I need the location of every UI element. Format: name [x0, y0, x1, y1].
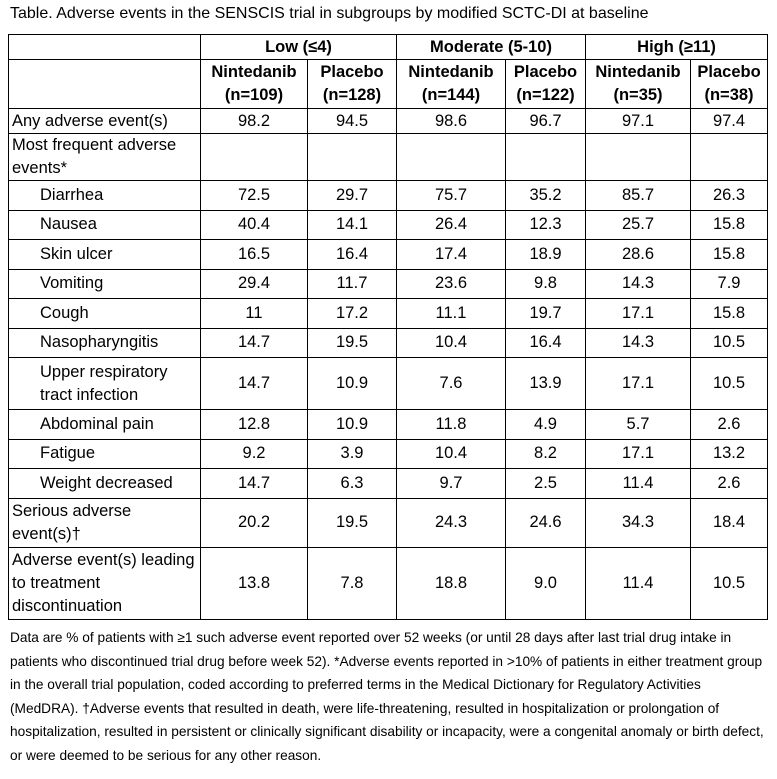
adverse-events-table: [8, 34, 768, 620]
value-cell: 85.7: [586, 181, 691, 211]
value-cell: 17.1: [586, 358, 691, 410]
value-cell: 24.6: [506, 498, 586, 547]
value-cell: 40.4: [201, 210, 308, 240]
table-row: [9, 269, 768, 299]
table-row: [9, 210, 768, 240]
value-cell: 24.3: [397, 498, 506, 547]
value-cell: 14.1: [308, 210, 397, 240]
empty-cell: [506, 134, 586, 181]
arm-header: [506, 60, 586, 109]
value-cell: 16.4: [506, 328, 586, 358]
arm-n: (n=35): [613, 86, 663, 104]
value-cell: 19.5: [308, 498, 397, 547]
table-footnote: Data are % of patients with ≥1 such adverse event reported over 52 weeks (or until 28 days after last trial drug intake in patients who discontinued trial drug before week 52). *Adverse events reported in >10% of patients in either treatment group in the overall trial population, coded according to preferred terms in the Medical Dictionary for Regulatory Activities (MedDRA). †Adverse events that resulted in death, were life-threatening, resulted in hospitalization or prolongation of hospitalization, resulted in persistent or clinically significant disability or incapacity, were a congenital anomaly or birth defect, or were deemed to be serious for any other reason.: [10, 630, 764, 763]
arm-header: [691, 60, 768, 109]
value-cell: 8.2: [506, 439, 586, 469]
row-label: Weight decreased: [9, 469, 201, 499]
value-cell: 2.6: [691, 410, 768, 440]
table-row: [9, 109, 768, 134]
table-row: [9, 410, 768, 440]
arm-name: Placebo: [697, 63, 761, 81]
value-cell: 7.6: [397, 358, 506, 410]
value-cell: 25.7: [586, 210, 691, 240]
row-label: Most frequent adverse events*: [9, 134, 201, 181]
value-cell: 9.0: [506, 547, 586, 619]
value-cell: 14.3: [586, 269, 691, 299]
value-cell: 15.8: [691, 240, 768, 270]
value-cell: 14.7: [201, 469, 308, 499]
arm-name: Placebo: [320, 63, 384, 81]
value-cell: 20.2: [201, 498, 308, 547]
value-cell: 14.7: [201, 358, 308, 410]
arm-name: Nintedanib: [595, 63, 681, 81]
row-label: Skin ulcer: [9, 240, 201, 270]
row-label: Adverse event(s) leading to treatment discontinuation: [9, 547, 201, 619]
row-label: Nasopharyngitis: [9, 328, 201, 358]
value-cell: 19.7: [506, 299, 586, 329]
group-header-moderate: Moderate (5-10): [397, 35, 586, 60]
table-row: [9, 358, 768, 410]
arm-name: Placebo: [513, 63, 578, 81]
value-cell: 98.6: [397, 109, 506, 134]
value-cell: 23.6: [397, 269, 506, 299]
value-cell: 72.5: [201, 181, 308, 211]
arm-n: (n=38): [704, 86, 754, 104]
value-cell: 7.8: [308, 547, 397, 619]
value-cell: 12.3: [506, 210, 586, 240]
row-label: Abdominal pain: [9, 410, 201, 440]
value-cell: 13.2: [691, 439, 768, 469]
table-row: [9, 181, 768, 211]
arm-n: (n=122): [516, 86, 575, 104]
group-header-row: [9, 35, 768, 60]
arm-header-row: [9, 60, 768, 109]
value-cell: 14.7: [201, 328, 308, 358]
value-cell: 18.8: [397, 547, 506, 619]
value-cell: 15.8: [691, 299, 768, 329]
table-row: [9, 240, 768, 270]
value-cell: 9.2: [201, 439, 308, 469]
value-cell: 13.9: [506, 358, 586, 410]
arm-header: [308, 60, 397, 109]
value-cell: 18.4: [691, 498, 768, 547]
row-label: Cough: [9, 299, 201, 329]
value-cell: 11: [201, 299, 308, 329]
arm-n: (n=144): [421, 86, 481, 104]
value-cell: 17.2: [308, 299, 397, 329]
value-cell: 3.9: [308, 439, 397, 469]
value-cell: 7.9: [691, 269, 768, 299]
value-cell: 28.6: [586, 240, 691, 270]
value-cell: 10.9: [308, 410, 397, 440]
row-label: Vomiting: [9, 269, 201, 299]
table-row: [9, 547, 768, 619]
value-cell: 10.5: [691, 358, 768, 410]
row-label: Any adverse event(s): [9, 109, 201, 134]
value-cell: 26.3: [691, 181, 768, 211]
value-cell: 35.2: [506, 181, 586, 211]
arm-header: [397, 60, 506, 109]
table-row: [9, 469, 768, 499]
value-cell: 11.8: [397, 410, 506, 440]
value-cell: 17.1: [586, 299, 691, 329]
value-cell: 17.1: [586, 439, 691, 469]
value-cell: 4.9: [506, 410, 586, 440]
value-cell: 12.8: [201, 410, 308, 440]
value-cell: 5.7: [586, 410, 691, 440]
empty-cell: [308, 134, 397, 181]
value-cell: 97.1: [586, 109, 691, 134]
empty-cell: [691, 134, 768, 181]
value-cell: 9.7: [397, 469, 506, 499]
value-cell: 10.5: [691, 547, 768, 619]
value-cell: 10.9: [308, 358, 397, 410]
arm-name: Nintedanib: [211, 63, 297, 81]
row-label: Fatigue: [9, 439, 201, 469]
empty-cell: [586, 134, 691, 181]
value-cell: 9.8: [506, 269, 586, 299]
value-cell: 16.4: [308, 240, 397, 270]
value-cell: 98.2: [201, 109, 308, 134]
value-cell: 29.4: [201, 269, 308, 299]
value-cell: 75.7: [397, 181, 506, 211]
arm-header: [586, 60, 691, 109]
value-cell: 18.9: [506, 240, 586, 270]
corner-cell: [9, 35, 201, 60]
value-cell: 34.3: [586, 498, 691, 547]
value-cell: 10.5: [691, 328, 768, 358]
value-cell: 97.4: [691, 109, 768, 134]
value-cell: 26.4: [397, 210, 506, 240]
group-header-high: High (≥11): [586, 35, 768, 60]
value-cell: 11.4: [586, 469, 691, 499]
value-cell: 13.8: [201, 547, 308, 619]
value-cell: 14.3: [586, 328, 691, 358]
table-row: [9, 299, 768, 329]
value-cell: 10.4: [397, 439, 506, 469]
table-row: [9, 328, 768, 358]
value-cell: 11.4: [586, 547, 691, 619]
table-row: [9, 134, 768, 181]
value-cell: 29.7: [308, 181, 397, 211]
row-label: Serious adverse event(s)†: [9, 498, 201, 547]
empty-cell: [397, 134, 506, 181]
arm-name: Nintedanib: [408, 63, 494, 81]
value-cell: 96.7: [506, 109, 586, 134]
value-cell: 6.3: [308, 469, 397, 499]
row-label: Nausea: [9, 210, 201, 240]
arm-n: (n=109): [224, 86, 284, 104]
value-cell: 11.1: [397, 299, 506, 329]
value-cell: 2.5: [506, 469, 586, 499]
value-cell: 2.6: [691, 469, 768, 499]
empty-cell: [201, 134, 308, 181]
group-header-low: Low (≤4): [201, 35, 397, 60]
arm-header: [201, 60, 308, 109]
value-cell: 94.5: [308, 109, 397, 134]
value-cell: 15.8: [691, 210, 768, 240]
arm-n: (n=128): [322, 86, 382, 104]
value-cell: 17.4: [397, 240, 506, 270]
value-cell: 16.5: [201, 240, 308, 270]
row-label: Diarrhea: [9, 181, 201, 211]
value-cell: 10.4: [397, 328, 506, 358]
table-caption: Table. Adverse events in the SENSCIS trial in subgroups by modified SCTC-DI at baseline: [10, 5, 649, 22]
corner-cell: [9, 60, 201, 109]
value-cell: 11.7: [308, 269, 397, 299]
table-row: [9, 498, 768, 547]
value-cell: 19.5: [308, 328, 397, 358]
table-row: [9, 439, 768, 469]
row-label: Upper respiratory tract infection: [9, 358, 201, 410]
